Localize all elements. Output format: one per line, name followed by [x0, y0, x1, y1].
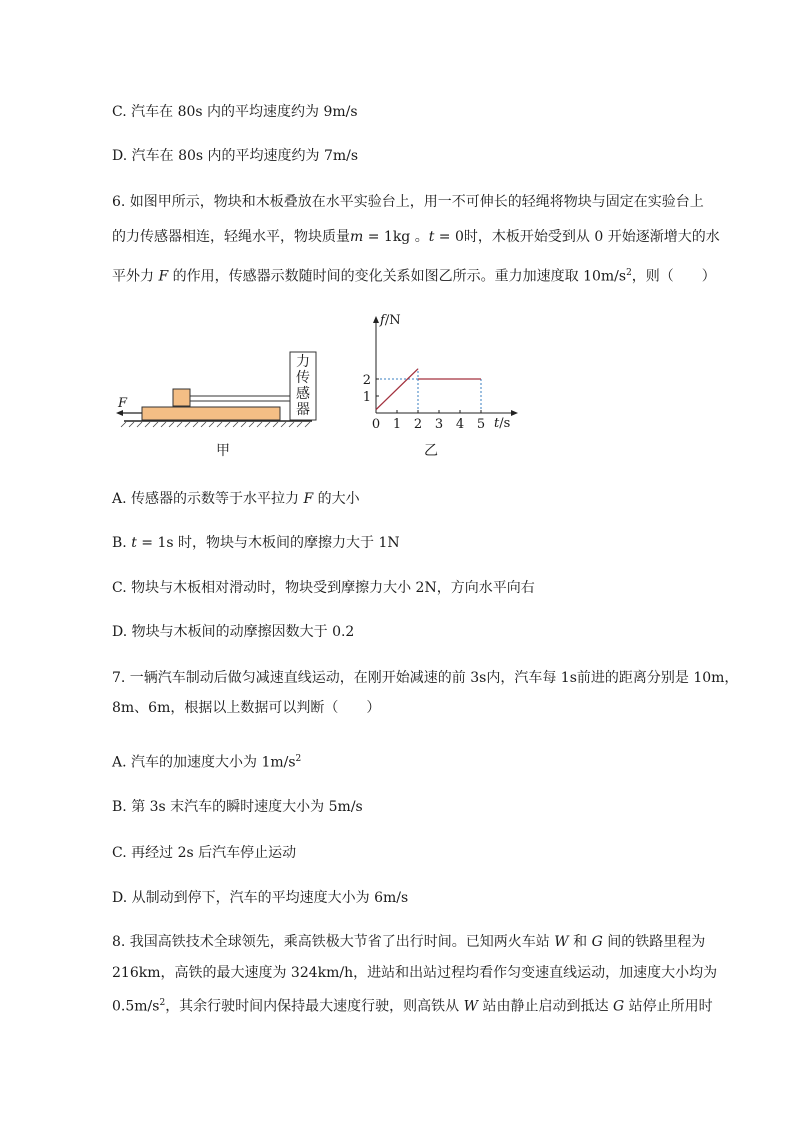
q8-stem-line2: 216km，高铁的最大速度为 324km/h，进站和出站过程均看作匀变速直线运动，加速度大小均为: [112, 965, 718, 981]
q6-option-a: A. 传感器的示数等于水平拉力 F 的大小: [112, 491, 360, 507]
q7-stem-line2: 8m、6m，根据以上数据可以判断（ ）: [112, 700, 381, 716]
q7-option-a: A. 汽车的加速度大小为 $1m/s^2$: [112, 754, 302, 771]
sensor-char: 感: [296, 386, 310, 402]
wooden-board: [142, 407, 280, 420]
force-label: F: [118, 396, 128, 411]
series-segment: [376, 369, 418, 410]
sensor-label: [292, 354, 314, 418]
q6-stem-line2: 的力传感器相连，轻绳水平，物块质量m = 1kg 。t = 0时，木板开始受到从 0 开始逐渐增大的水: [112, 229, 720, 245]
x-tick-label: 3: [434, 417, 444, 432]
block: [173, 389, 190, 406]
q5-option-d: D. 汽车在 80s 内的平均速度约为 7m/s: [112, 148, 359, 164]
x-tick-label: 4: [455, 417, 465, 432]
x-tick-label: 0: [371, 417, 381, 432]
x-tick-label: 1: [392, 417, 402, 432]
q7-option-c: C. 再经过 2s 后汽车停止运动: [112, 845, 297, 861]
q6-option-d: D. 物块与木板间的动摩擦因数大于 0.2: [112, 624, 355, 640]
x-tick-label: 5: [476, 417, 486, 432]
sensor-char: 传: [296, 370, 310, 386]
x-tick-label: 2: [413, 417, 423, 432]
q6-option-b: B. t = 1s 时，物块与木板间的摩擦力大于 1N: [112, 535, 400, 551]
x-axis-arrow: [511, 410, 518, 416]
q6-option-c: C. 物块与木板相对滑动时，物块受到摩擦力大小 2N，方向水平向右: [112, 580, 535, 596]
figure-jia-caption: 甲: [216, 443, 230, 459]
y-tick-label: 2: [362, 373, 371, 388]
y-axis-label: f/N: [380, 313, 401, 328]
q5-option-c: C. 汽车在 80s 内的平均速度约为 9m/s: [112, 104, 358, 120]
q6-stem-line3: 平外力 F 的作用，传感器示数随时间的变化关系如图乙所示。重力加速度取 $10m/s^2$，则（ ）: [112, 268, 716, 285]
q8-stem-line3: $0.5m/s^2$，其余行驶时间内保持最大速度行驶，则高铁从 W 站由静止启动到抵达 G 站停止所用时: [112, 998, 713, 1015]
y-axis-arrow: [373, 316, 379, 323]
x-axis-label: t/s: [494, 416, 511, 431]
y-tick-label: 1: [362, 390, 371, 405]
q7-stem-line1: 7. 一辆汽车制动后做匀减速直线运动，在刚开始减速的前 3s内，汽车每 1s前进的距离分别是 10m，: [112, 670, 739, 686]
q6-stem-line1: 6. 如图甲所示，物块和木板叠放在水平实验台上，用一不可伸长的轻绳将物块与固定在实验台上: [112, 194, 704, 210]
q6-figure: [112, 312, 532, 462]
q7-option-d: D. 从制动到停下，汽车的平均速度大小为 6m/s: [112, 890, 409, 906]
sensor-char: 力: [296, 354, 310, 370]
q8-stem-line1: 8. 我国高铁技术全球领先，乘高铁极大节省了出行时间。已知两火车站 W 和 G 间的铁路里程为: [112, 934, 706, 950]
figure-yi-caption: 乙: [424, 443, 438, 459]
sensor-char: 器: [296, 402, 310, 418]
q7-option-b: B. 第 3s 末汽车的瞬时速度大小为 5m/s: [112, 799, 363, 815]
